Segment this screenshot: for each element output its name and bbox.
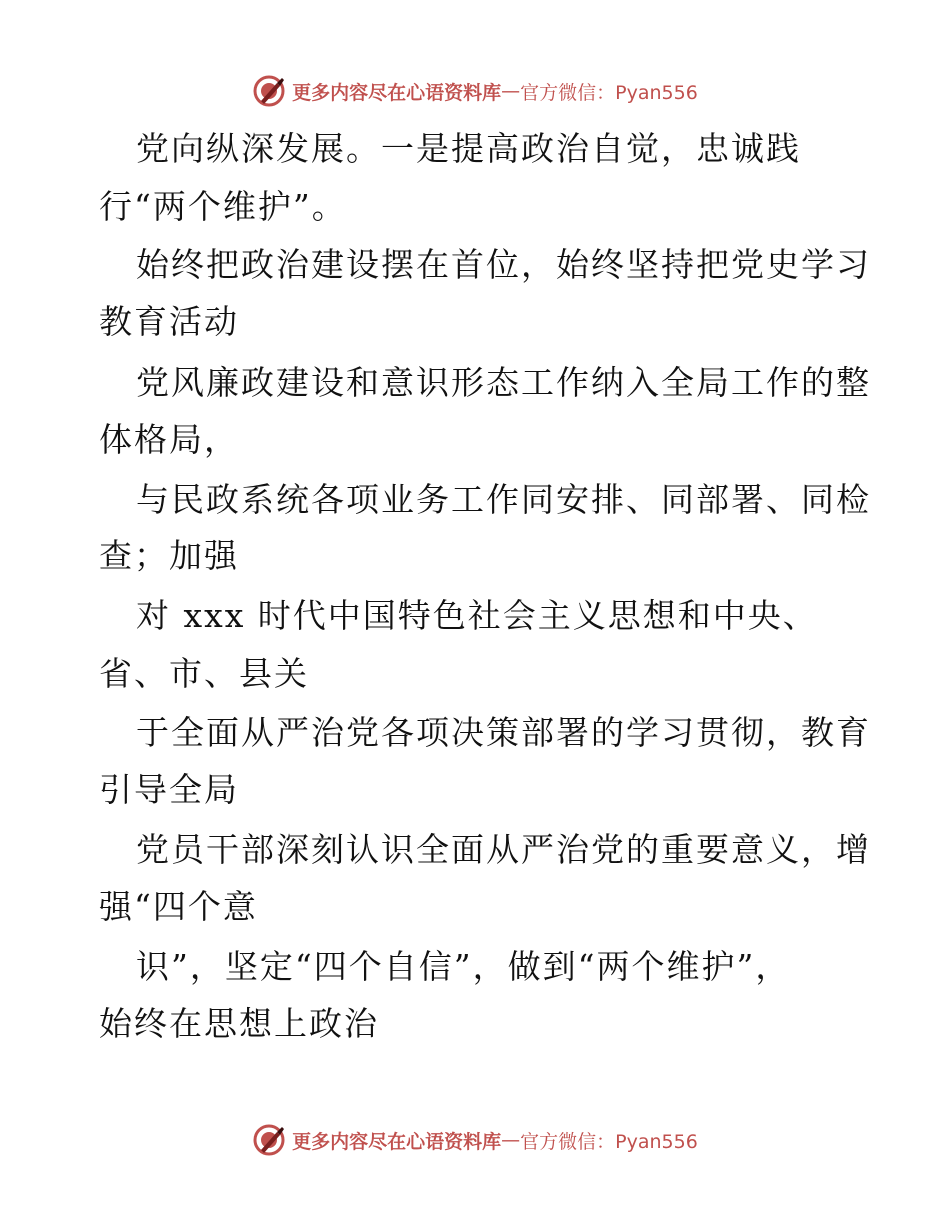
body-line: 与民政系统各项业务工作同安排、同部署、同检	[136, 480, 871, 519]
body-line: 行“两个维护”。	[99, 187, 347, 226]
body-line: 强“四个意	[99, 887, 258, 926]
body-line: 引导全局	[99, 770, 239, 809]
pen-logo-icon	[252, 1123, 286, 1157]
body-line: 党员干部深刻认识全面从严治党的重要意义，增	[136, 830, 871, 869]
body-line: 党风廉政建设和意识形态工作纳入全局工作的整	[136, 363, 871, 402]
header-account: 官方微信：Pyan556	[520, 81, 698, 104]
body-line: 查；加强	[99, 536, 239, 575]
header-banner	[0, 71, 950, 111]
body-line: 党向纵深发展。一是提高政治自觉，忠诚践	[136, 129, 801, 168]
body-line: 于全面从严治党各项决策部署的学习贯彻，教育	[136, 713, 871, 752]
body-line: 始终把政治建设摆在首位，始终坚持把党史学习	[136, 245, 871, 284]
pen-logo-icon	[252, 74, 286, 108]
body-line: 省、市、县关	[99, 654, 309, 693]
header-brand: 更多内容尽在心语资料库	[292, 81, 502, 104]
footer-brand: 更多内容尽在心语资料库	[292, 1130, 502, 1153]
body-line: 教育活动	[99, 302, 239, 341]
body-line: 始终在思想上政治	[99, 1004, 379, 1043]
header-dash: —	[501, 80, 521, 102]
body-line: 对 xxx 时代中国特色社会主义思想和中央、	[136, 596, 818, 635]
body-line: 体格局，	[99, 420, 239, 459]
footer-banner	[0, 1120, 950, 1160]
footer-dash: —	[501, 1129, 521, 1151]
body-line: 识”，坚定“四个自信”，做到“两个维护”，	[136, 947, 791, 986]
footer-account: 官方微信：Pyan556	[520, 1130, 698, 1153]
